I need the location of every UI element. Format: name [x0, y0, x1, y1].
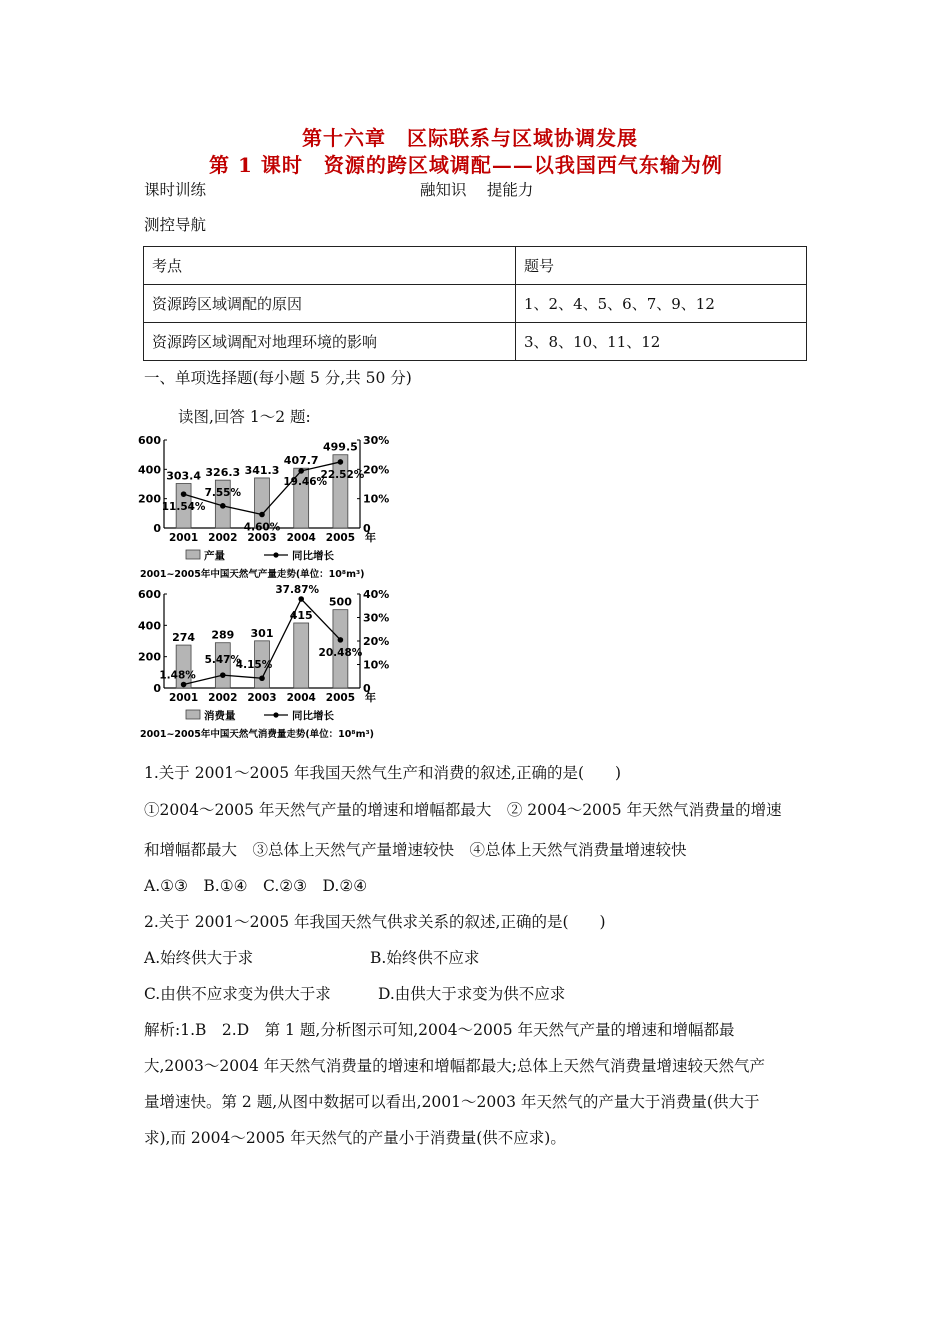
- right-tick-label: 0: [363, 522, 371, 535]
- table-row: [144, 285, 807, 323]
- question-2-stem: 2.关于 2001～2005 年我国天然气供求关系的叙述,正确的是( ): [144, 913, 606, 931]
- course-label: 课时训练: [144, 181, 207, 199]
- left-tick-label: 400: [138, 463, 161, 477]
- chart-title: 2001~2005年中国天然气产量走势(单位：10⁸m³): [140, 569, 365, 580]
- bar: [176, 645, 191, 688]
- growth-point: [220, 672, 226, 678]
- legend-bar-label: 产量: [204, 550, 225, 562]
- right-tick-label: 20%: [363, 635, 390, 648]
- x-unit-label: 年: [365, 531, 376, 544]
- right-tick-label: 10%: [363, 492, 390, 506]
- legend-line-marker: [273, 712, 278, 717]
- right-tick-label: 20%: [363, 463, 390, 477]
- left-tick-label: 600: [138, 588, 161, 601]
- x-tick-label: 2001: [168, 532, 199, 544]
- growth-label: 4.60%: [243, 521, 281, 534]
- left-tick-label: 600: [138, 434, 161, 447]
- right-tick-label: 40%: [363, 588, 390, 601]
- bar: [255, 478, 270, 528]
- legend-line-label: 同比增长: [292, 710, 334, 722]
- right-tick-label: 0: [363, 682, 371, 695]
- growth-label: 22.52%: [320, 468, 365, 481]
- growth-point: [298, 468, 304, 474]
- growth-point: [338, 637, 344, 643]
- question-1-line-2: 和增幅都最大 ③总体上天然气产量增速较快 ④总体上天然气消费量增速较快: [144, 841, 687, 859]
- x-tick-label: 2003: [247, 532, 277, 544]
- growth-point: [298, 596, 304, 602]
- table-cell: 1、2、4、5、6、7、9、12: [516, 285, 807, 323]
- x-tick-label: 2004: [286, 692, 316, 704]
- lesson-title: 第 1 课时 资源的跨区域调配——以我国西气东输为例: [209, 153, 723, 177]
- analysis-line-1: 解析:1.B 2.D 第 1 题,分析图示可知,2004～2005 年天然气产量的增速和增幅都最: [144, 1021, 735, 1039]
- bar-value-label: 341.3: [244, 463, 280, 477]
- left-tick-label: 200: [138, 650, 161, 664]
- consumption-chart: [138, 584, 398, 740]
- bar-value-label: 499.5: [323, 440, 358, 454]
- left-tick-label: 400: [138, 619, 161, 633]
- nav-label: 测控导航: [144, 216, 207, 234]
- left-tick-label: 0: [153, 522, 161, 535]
- x-tick-label: 2004: [286, 532, 316, 544]
- legend-bar-swatch: [186, 550, 200, 559]
- bar-value-label: 415: [289, 608, 313, 622]
- slogan: 融知识 提能力: [420, 181, 534, 199]
- x-tick-label: 2003: [247, 692, 277, 704]
- nav-table: [143, 246, 807, 361]
- table-cell: 3、8、10、11、12: [516, 323, 807, 361]
- chart-title: 2001~2005年中国天然气消费量走势(单位：10⁸m³): [140, 729, 374, 740]
- right-tick-label: 30%: [363, 434, 390, 447]
- growth-point: [181, 491, 187, 497]
- legend-line-label: 同比增长: [292, 550, 334, 562]
- question-1-options: A.①③ B.①④ C.②③ D.②④: [144, 877, 368, 895]
- table-header-cell: 考点: [144, 247, 516, 285]
- bar-value-label: 326.3: [205, 466, 241, 480]
- bar: [294, 623, 309, 688]
- x-tick-label: 2002: [208, 532, 238, 544]
- growth-label: 20.48%: [318, 646, 363, 659]
- chart-instruction: 读图,回答 1～2 题:: [178, 408, 311, 426]
- x-tick-label: 2001: [168, 692, 199, 704]
- growth-label: 19.46%: [283, 475, 328, 488]
- growth-point: [259, 675, 265, 681]
- growth-point: [181, 682, 187, 688]
- analysis-line-2: 大,2003～2004 年天然气消费量的增速和增幅都最大;总体上天然气消费量增速较天然气产: [144, 1057, 765, 1075]
- table-header-cell: 题号: [516, 247, 807, 285]
- table-cell: 资源跨区域调配的原因: [144, 285, 516, 323]
- bar-value-label: 274: [172, 631, 196, 645]
- analysis-line-3: 量增速快。第 2 题,从图中数据可以看出,2001～2003 年天然气的产量大于消费量(供大于: [144, 1093, 760, 1111]
- right-tick-label: 10%: [363, 658, 390, 672]
- x-unit-label: 年: [365, 691, 376, 704]
- growth-label: 37.87%: [275, 584, 320, 597]
- bar: [333, 455, 348, 528]
- growth-label: 4.15%: [235, 659, 273, 672]
- left-tick-label: 0: [153, 682, 161, 695]
- x-tick-label: 2005: [325, 692, 356, 704]
- growth-label: 5.47%: [204, 654, 242, 667]
- table-row: [144, 323, 807, 361]
- growth-point: [220, 503, 226, 509]
- growth-point: [338, 459, 344, 465]
- bar-value-label: 500: [328, 595, 352, 609]
- growth-label: 1.48%: [159, 669, 196, 682]
- question-2-option-c: C.由供不应求变为供大于求: [144, 985, 331, 1003]
- bar-value-label: 303.4: [166, 469, 201, 483]
- right-tick-label: 30%: [363, 611, 390, 625]
- question-1-stem: 1.关于 2001～2005 年我国天然气生产和消费的叙述,正确的是( ): [144, 764, 622, 782]
- left-tick-label: 200: [138, 492, 161, 506]
- analysis-line-4: 求),而 2004～2005 年天然气的产量小于消费量(供不应求)。: [144, 1129, 566, 1147]
- table-header-row: [144, 247, 807, 285]
- legend-bar-swatch: [186, 710, 200, 719]
- growth-label: 11.54%: [161, 501, 206, 514]
- question-1-line-1: ①2004～2005 年天然气产量的增速和增幅都最大 ② 2004～2005 年天然气消费量的增速: [144, 801, 782, 819]
- growth-point: [259, 512, 265, 518]
- table-cell: 资源跨区域调配对地理环境的影响: [144, 323, 516, 361]
- bar-value-label: 301: [250, 626, 274, 640]
- production-chart: [138, 430, 388, 578]
- question-2-option-a: A.始终供大于求: [144, 949, 254, 967]
- bar-value-label: 407.7: [283, 454, 319, 468]
- bar-value-label: 289: [211, 628, 235, 642]
- x-tick-label: 2005: [325, 532, 356, 544]
- x-tick-label: 2002: [208, 692, 238, 704]
- legend-bar-label: 消费量: [204, 710, 236, 722]
- chapter-title: 第十六章 区际联系与区域协调发展: [302, 126, 638, 150]
- section-heading: 一、单项选择题(每小题 5 分,共 50 分): [144, 369, 412, 387]
- legend-line-marker: [273, 552, 278, 557]
- question-2-option-d: D.由供大于求变为供不应求: [378, 985, 566, 1003]
- question-2-option-b: B.始终供不应求: [370, 949, 480, 967]
- growth-label: 7.55%: [204, 486, 242, 499]
